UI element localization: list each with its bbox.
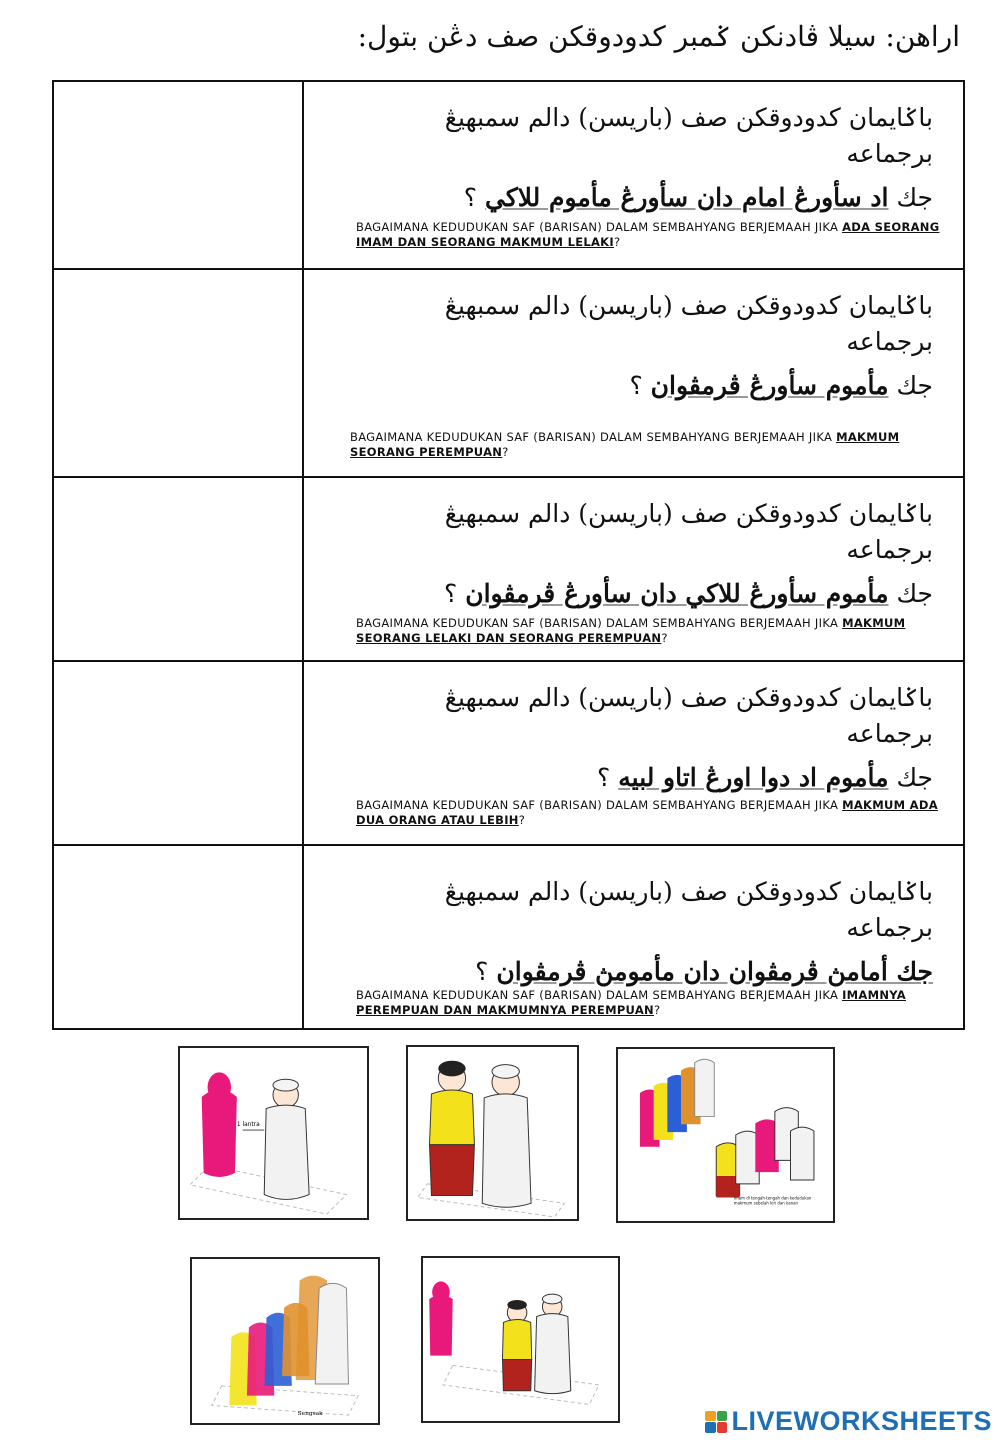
- latin-emphasis: IMAMNYA PEREMPUAN DAN MAKMUMNYA PEREMPUAN: [356, 988, 906, 1017]
- illustration-mixed-rows: [618, 1049, 833, 1221]
- question-line-5: باݢايمان كدودوقكن صف (باريسن) دالم سمبهيڠ برجماعه: [444, 877, 933, 942]
- question-lead: جك: [896, 763, 933, 792]
- question-lead: جك: [896, 579, 933, 608]
- image-card-female-imam[interactable]: [190, 1257, 380, 1425]
- answer-drop-zone-2[interactable]: [54, 270, 304, 476]
- latin-prefix: BAGAIMANA KEDUDUKAN SAF (BARISAN) DALAM SEMBAHYANG BERJEMAAH JIKA: [356, 220, 843, 234]
- question-cell-5: [304, 846, 963, 1028]
- question-line-1: باݢايمان كدودوقكن صف (باريسن) دالم سمبهيڠ برجماعه: [444, 103, 933, 168]
- image-card-imam-female-makmum[interactable]: [178, 1046, 369, 1220]
- liveworksheets-logo: [705, 1406, 992, 1437]
- image-caption: Sengsak: [297, 1411, 323, 1418]
- question-row-4: [54, 660, 963, 844]
- question-bold: اد سأورڠ امام دان سأورڠ مأموم للاكي: [485, 183, 889, 212]
- latin-suffix: ?: [653, 1003, 661, 1017]
- latin-suffix: ?: [518, 813, 526, 827]
- question-cell-2: [304, 270, 963, 476]
- logo-text: LIVEWORKSHEETS: [731, 1406, 992, 1436]
- male-row: [716, 1108, 814, 1198]
- latin-emphasis: MAKMUM SEORANG LELAKI DAN SEORANG PEREMPUAN: [356, 616, 906, 645]
- image-caption: 1 lantra: [236, 1122, 260, 1129]
- latin-emphasis: MAKMUM ADA DUA ORANG ATAU LEBIH: [356, 798, 938, 827]
- image-card-many-makmum[interactable]: [616, 1047, 835, 1223]
- question-line-4: باݢايمان كدودوقكن صف (باريسن) دالم سمبهيڠ برجماعه: [444, 683, 933, 748]
- question-lead: جك: [896, 183, 933, 212]
- illustration-male-female-makmum: [423, 1258, 618, 1421]
- answer-drop-zone-4[interactable]: [54, 662, 304, 844]
- question-mark: ؟: [444, 579, 458, 608]
- question-cell-1: [304, 82, 963, 268]
- question-row-3: [54, 476, 963, 660]
- question-cell-4: [304, 662, 963, 844]
- latin-prefix: BAGAIMANA KEDUDUKAN SAF (BARISAN) DALAM SEMBAHYANG BERJEMAAH JIKA: [356, 798, 843, 812]
- question-row-2: [54, 268, 963, 476]
- illustration-male-makmum: [408, 1047, 577, 1219]
- question-line-3: باݢايمان كدودوقكن صف (باريسن) دالم سمبهيڠ برجماعه: [444, 499, 933, 564]
- question-mark: ؟: [629, 371, 643, 400]
- question-bold: مأموم سأورڠ للاكي دان سأورڠ ڤرمڤوان: [465, 579, 889, 608]
- answer-drop-zone-5[interactable]: [54, 846, 304, 1028]
- question-mark: ؟: [597, 763, 611, 792]
- illustration-female-imam: [192, 1259, 378, 1423]
- logo-grid-icon: [705, 1411, 727, 1433]
- latin-suffix: ?: [502, 445, 509, 459]
- question-bold: جك أمامڽ ڤرمڤوان دان مأمومڽ ڤرمڤوان: [496, 957, 933, 986]
- latin-prefix: BAGAIMANA KEDUDUKAN SAF (BARISAN) DALAM SEMBAHYANG BERJEMAAH JIKA: [350, 430, 837, 444]
- question-latin-1: [356, 220, 963, 250]
- answer-drop-zone-3[interactable]: [54, 478, 304, 660]
- image-caption: Imam di tengah-tengah dan kedudukan makmum sebelah kiri dan kanan: [733, 1195, 812, 1206]
- latin-emphasis: MAKMUM SEORANG PEREMPUAN: [350, 430, 900, 459]
- question-bold: مأموم سأورڠ ڤرمڤوان: [650, 371, 889, 400]
- question-latin-5: [356, 988, 963, 1018]
- question-line-2: باݢايمان كدودوقكن صف (باريسن) دالم سمبهيڠ برجماعه: [444, 291, 933, 356]
- latin-prefix: BAGAIMANA KEDUDUKAN SAF (BARISAN) DALAM SEMBAHYANG BERJEMAAH JIKA: [356, 988, 843, 1002]
- illustration-female-makmum: [180, 1048, 367, 1218]
- image-card-imam-male-makmum[interactable]: [406, 1045, 579, 1221]
- question-condition-1: [354, 176, 933, 220]
- question-latin-2: [350, 430, 963, 460]
- question-row-1: [54, 82, 963, 268]
- question-latin-3: [356, 616, 963, 646]
- latin-emphasis: ADA SEORANG IMAM DAN SEORANG MAKMUM LELAKI: [356, 220, 940, 249]
- instruction-text: اراهن: سيلا ڤادنكن ݢمبر كدودوقكن صف دڠن بتول:: [357, 20, 960, 53]
- question-lead: جك: [896, 371, 933, 400]
- latin-suffix: ?: [661, 631, 668, 645]
- question-cell-3: [304, 478, 963, 660]
- question-condition-3: [354, 572, 933, 616]
- image-card-male-and-female-makmum[interactable]: [421, 1256, 620, 1423]
- question-row-5: [54, 844, 963, 1028]
- question-latin-4: [356, 798, 963, 828]
- answer-drop-zone-1[interactable]: [54, 82, 304, 268]
- latin-prefix: BAGAIMANA KEDUDUKAN SAF (BARISAN) DALAM SEMBAHYANG BERJEMAAH JIKA: [356, 616, 843, 630]
- question-table: [52, 80, 965, 1030]
- question-bold: مأموم اد دوا اورڠ اتاو لبيه: [618, 763, 889, 792]
- question-mark: ؟: [463, 183, 478, 212]
- question-mark: ؟: [475, 957, 489, 986]
- question-condition-2: [354, 364, 933, 408]
- question-condition-4: [354, 756, 933, 800]
- latin-suffix: ?: [613, 235, 621, 249]
- female-row: [640, 1059, 714, 1146]
